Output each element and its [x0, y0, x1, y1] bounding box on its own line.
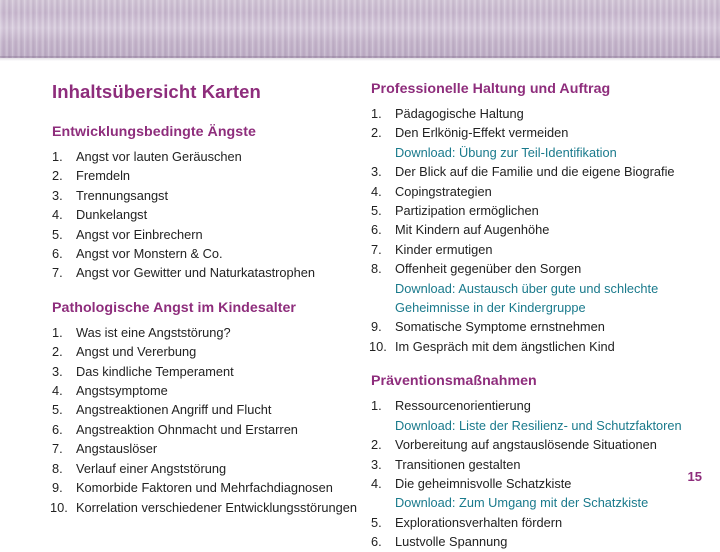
section-list [371, 104, 693, 356]
list-item [371, 337, 693, 356]
list-item-number: 3. [371, 164, 382, 180]
spacer [52, 283, 370, 300]
list-item-label: Kinder ermutigen [395, 241, 493, 257]
list-item [371, 259, 693, 317]
list-item-label: Im Gespräch mit dem ängstlichen Kind [395, 338, 615, 354]
section-list [52, 147, 370, 283]
section-list [371, 396, 693, 551]
spacer [371, 97, 693, 104]
spacer [371, 356, 693, 373]
list-item [52, 342, 370, 361]
download-link[interactable]: Download: Liste der Resilienz- und Schutzfaktoren [395, 417, 682, 433]
list-item-number: 4. [371, 475, 382, 491]
list-item [52, 420, 370, 439]
list-item [371, 513, 693, 532]
left-column [52, 58, 370, 517]
list-item [52, 263, 370, 282]
list-item [371, 201, 693, 220]
list-item-number: 8. [371, 261, 382, 277]
right-column [371, 58, 693, 552]
list-item-number: 4. [371, 183, 382, 199]
list-item-label: Angst vor Gewitter und Naturkatastrophen [76, 265, 315, 281]
list-item-number: 2. [52, 168, 63, 184]
list-item-label: Ressourcenorientierung [395, 398, 531, 414]
list-item-number: 9. [52, 480, 63, 496]
section-heading: Präventionsmaßnahmen [371, 373, 537, 390]
list-item-number: 3. [52, 363, 63, 379]
list-item-number: 6. [52, 421, 63, 437]
list-item-number: 10. [50, 499, 68, 515]
list-item-label: Partizipation ermöglichen [395, 203, 539, 219]
list-item-number: 9. [371, 319, 382, 335]
list-item-label: Angstreaktion Ohnmacht und Erstarren [76, 421, 298, 437]
list-item-label: Vorbereitung auf angstauslösende Situationen [395, 437, 657, 453]
list-item [52, 323, 370, 342]
list-item-number: 1. [371, 398, 382, 414]
spacer [371, 389, 693, 396]
list-item-label: Den Erlkönig-Effekt vermeiden [395, 125, 569, 141]
download-link[interactable]: Download: Zum Umgang mit der Schatzkiste [395, 495, 649, 511]
list-item [371, 162, 693, 181]
list-item [371, 474, 693, 513]
list-item [52, 147, 370, 166]
page-content [0, 58, 720, 550]
list-item-number: 7. [52, 265, 63, 281]
list-item [371, 220, 693, 239]
list-item-number: 7. [52, 441, 63, 457]
list-item-number: 5. [52, 402, 63, 418]
list-item [371, 240, 693, 259]
list-item [371, 123, 693, 162]
list-item-label: Lustvolle Spannung [395, 534, 508, 550]
list-item [52, 225, 370, 244]
section-heading: Professionelle Haltung und Auftrag [371, 81, 611, 97]
list-item [52, 205, 370, 224]
spacer [52, 103, 370, 124]
list-item-label: Trennungsangst [76, 187, 169, 203]
section-pathologische-angst [52, 300, 370, 517]
list-item [371, 455, 693, 474]
list-item [371, 532, 693, 551]
list-item-number: 4. [52, 383, 63, 399]
list-item-number: 5. [371, 203, 382, 219]
list-item-label: Mit Kindern auf Augenhöhe [395, 222, 550, 238]
section-heading: Pathologische Angst im Kindesalter [52, 299, 296, 316]
list-item [52, 244, 370, 263]
list-item-number: 3. [52, 187, 63, 203]
list-item [371, 396, 693, 435]
list-item-number: 6. [371, 222, 382, 238]
list-item-label: Offenheit gegenüber den Sorgen [395, 261, 582, 277]
page-title: Inhaltsübersicht Karten [52, 81, 261, 102]
list-item [52, 439, 370, 458]
list-item-label: Komorbide Faktoren und Mehrfachdiagnosen [76, 480, 333, 496]
section-heading: Entwicklungsbedingte Ängste [52, 124, 256, 140]
list-item-number: 8. [52, 460, 63, 476]
page-number: 15 [687, 469, 702, 484]
list-item-label: Fremdeln [76, 168, 131, 184]
list-item-label: Somatische Symptome ernstnehmen [395, 319, 605, 335]
list-item-number: 2. [371, 125, 382, 141]
list-item [52, 381, 370, 400]
list-item-number: 7. [371, 241, 382, 257]
section-praeventionsmassnahmen [371, 373, 693, 551]
list-item-label: Pädagogische Haltung [395, 106, 524, 121]
list-item [371, 317, 693, 336]
list-item-number: 1. [371, 106, 382, 121]
list-item-label: Angstreaktionen Angriff und Flucht [76, 402, 272, 418]
list-item-label: Das kindliche Temperament [76, 363, 234, 379]
list-item-number: 3. [371, 456, 382, 472]
spacer [371, 58, 693, 81]
list-item-label: Transitionen gestalten [395, 456, 521, 472]
list-item [371, 104, 693, 123]
list-item-label: Angst vor Einbrechern [76, 226, 203, 242]
list-item-number: 6. [52, 246, 63, 262]
decorative-header-band [0, 0, 720, 58]
list-item-number: 2. [52, 344, 63, 360]
list-item-number: 2. [371, 437, 382, 453]
list-item-number: 1. [52, 149, 63, 164]
list-item-label: Angstsymptome [76, 383, 168, 399]
spacer [52, 140, 370, 147]
list-item-label: Angst vor Monstern & Co. [76, 246, 223, 262]
section-list [52, 323, 370, 517]
section-entwicklungsbedingte-aengste [52, 124, 370, 283]
list-item [52, 166, 370, 185]
download-link[interactable]: Download: Austausch über gute und schlechte Geheimnisse in der Kindergruppe [395, 280, 659, 316]
list-item-number: 4. [52, 207, 63, 223]
list-item [371, 182, 693, 201]
list-item-number: 10. [369, 338, 387, 354]
list-item-number: 5. [52, 226, 63, 242]
list-item-number: 1. [52, 324, 63, 340]
list-item-label: Explorationsverhalten fördern [395, 514, 563, 530]
section-professionelle-haltung [371, 81, 693, 356]
list-item [52, 186, 370, 205]
list-item-label: Dunkelangst [76, 207, 148, 223]
list-item [52, 498, 370, 517]
list-item-label: Verlauf einer Angststörung [76, 460, 227, 476]
list-item-label: Angstauslöser [76, 441, 158, 457]
list-item [371, 435, 693, 454]
list-item-number: 5. [371, 514, 382, 530]
list-item-label: Korrelation verschiedener Entwicklungsstörungen [76, 499, 357, 515]
list-item [52, 478, 370, 497]
list-item [52, 400, 370, 419]
download-link[interactable]: Download: Übung zur Teil-Identifikation [395, 144, 617, 160]
list-item-label: Was ist eine Angststörung? [76, 324, 231, 340]
list-item-label: Angst und Vererbung [76, 344, 197, 360]
list-item-label: Die geheimnisvolle Schatzkiste [395, 475, 572, 491]
list-item-label: Copingstrategien [395, 183, 492, 199]
list-item-number: 6. [371, 534, 382, 550]
spacer [52, 316, 370, 323]
list-item-label: Angst vor lauten Geräuschen [76, 149, 242, 164]
list-item [52, 362, 370, 381]
list-item-label: Der Blick auf die Familie und die eigene Biografie [395, 164, 675, 180]
list-item [52, 459, 370, 478]
